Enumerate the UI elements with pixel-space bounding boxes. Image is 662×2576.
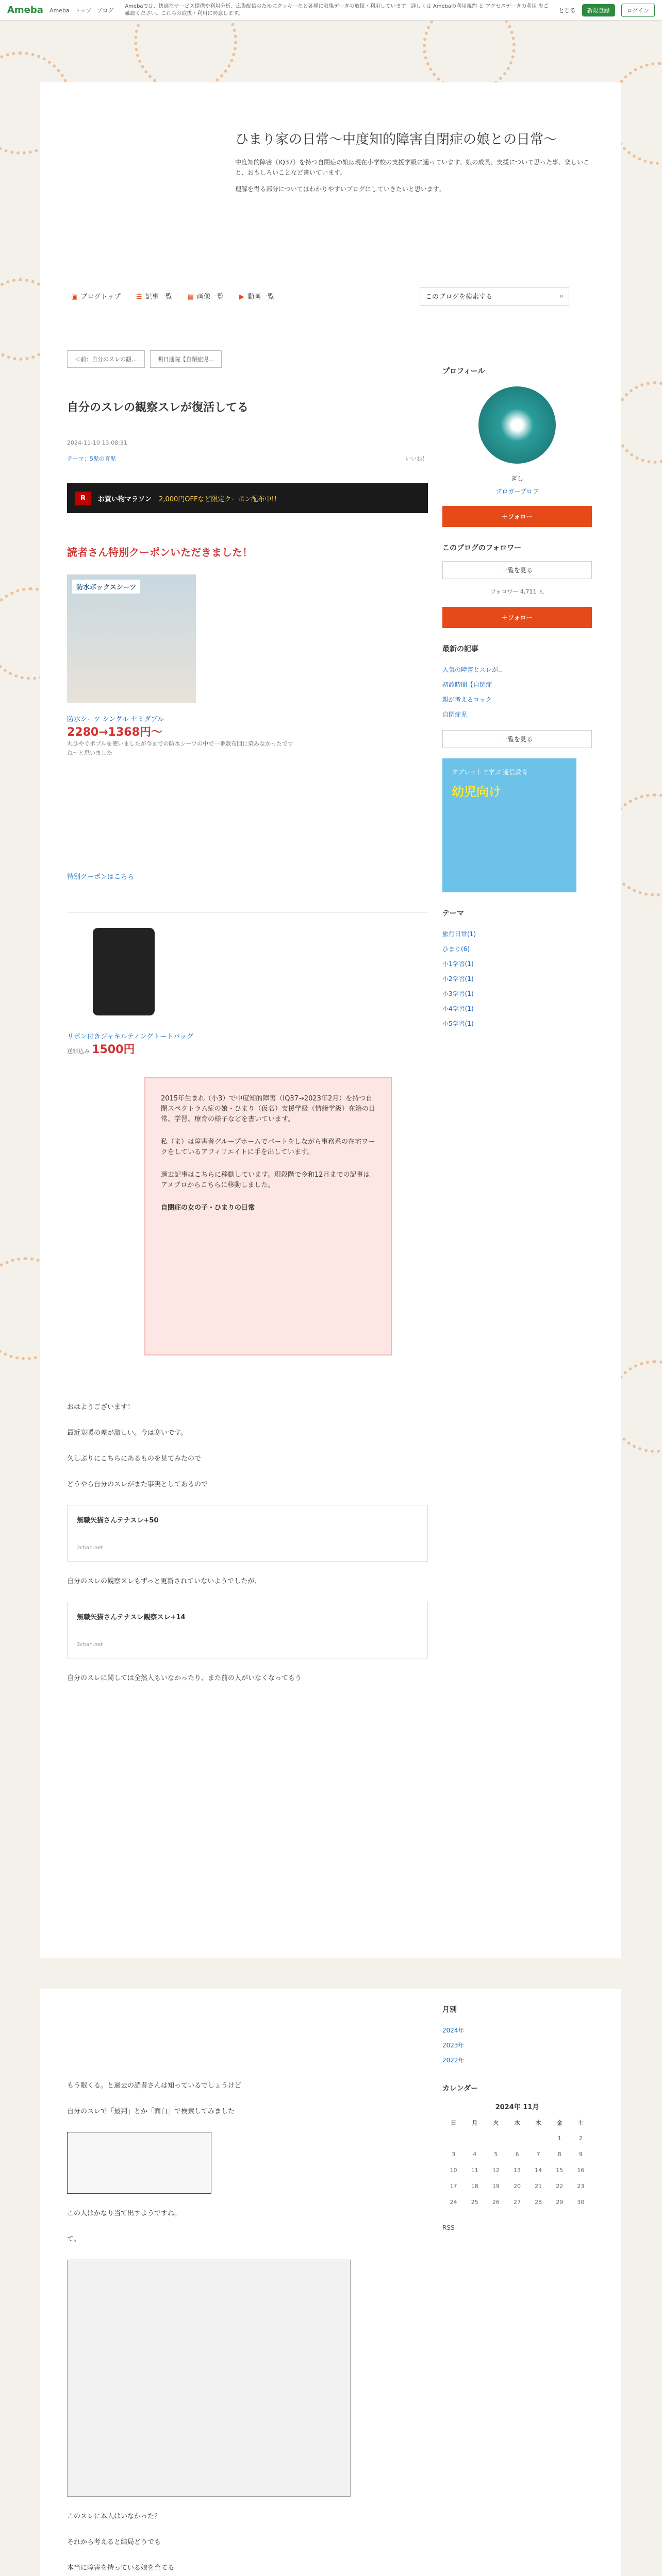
- blog-search-input[interactable]: このブログを検索する ⌕: [420, 287, 569, 306]
- blog-description-2: 理解を得る部分についてはわかりやすいブログにしていきたいと思います。: [235, 185, 445, 193]
- rakuten-banner[interactable]: R お買い物マラソン 2,000円OFFなど限定クーポン配布中!!: [67, 483, 428, 513]
- home-icon: ▣: [71, 293, 78, 301]
- coupon-link[interactable]: 特別クーポンはこちら: [67, 873, 135, 881]
- profile-heading: プロフィール: [442, 367, 485, 376]
- menu-blog-top[interactable]: ▣ ブログトップ: [71, 293, 121, 301]
- like-button[interactable]: いいね！: [405, 455, 428, 462]
- blog-menu: [40, 278, 621, 314]
- calendar-heading: カレンダー: [442, 2084, 478, 2093]
- paragraph: 最近寒暖の差が激しい。今は寒いです。: [67, 1429, 187, 1437]
- paragraph: 自分のスレの観察スレもずっと更新されていないようでしたが、: [67, 1578, 261, 1585]
- follow-button-2[interactable]: ＋フォロー: [442, 607, 592, 628]
- latest-item[interactable]: 自閉症児: [442, 711, 468, 718]
- avatar[interactable]: [478, 386, 556, 464]
- blog-frame: [40, 82, 621, 1958]
- blog-description: 中度知的障害（IQ37）を持つ自閉症の娘は現在小学校の支援学級に通っています。娘の成長、支援について思った事、楽しいこと、おもしろいことなど書いています。: [235, 159, 590, 176]
- latest-item[interactable]: 人気の障害とスレが..: [442, 666, 502, 673]
- product-image[interactable]: 防水ボックスシーツ: [67, 574, 196, 703]
- archive-item[interactable]: 2022年: [442, 2057, 465, 2064]
- paragraph: おはようございます！: [67, 1403, 135, 1411]
- archive-item[interactable]: 2024年: [442, 2027, 465, 2034]
- more-button[interactable]: 一覧を見る: [442, 561, 592, 579]
- paragraph: て。: [67, 2235, 80, 2243]
- theme-item[interactable]: 小1学習(1): [442, 960, 474, 968]
- blog-title[interactable]: ひまり家の日常〜中度知的障害自閉症の娘との日常〜: [235, 132, 557, 147]
- blog-frame-lower: [40, 1989, 621, 2576]
- latest-item[interactable]: 初診時間【自閉症: [442, 681, 492, 688]
- menu-articles[interactable]: ☰ 記事一覧: [136, 293, 172, 301]
- list-icon: ☰: [136, 293, 142, 301]
- bag-price: 1500円: [92, 1043, 135, 1056]
- bag-image[interactable]: [93, 928, 155, 1015]
- calendar-table: 日 月 火 水 木 金 土 1 2 3 4 5 6 7 8 9 10 11 12 13 14 15 16 17 18 19 20 21 22 23 24 25 26 27 28 29 30: [450, 2120, 585, 2206]
- signup-button[interactable]: 新規登録: [582, 4, 615, 16]
- bag-name[interactable]: リボン付きジャキルティングトートバッグ: [67, 1033, 194, 1041]
- paragraph: もう眠くる。と過去の読者さんは知っているでしょうけど: [67, 2082, 241, 2090]
- product-price: 2280→1368円〜: [67, 726, 162, 739]
- ameba-logo[interactable]: Ameba: [7, 5, 43, 15]
- nav-ameba[interactable]: Ameba: [49, 7, 70, 14]
- thread-screenshot: [67, 2260, 351, 2497]
- paragraph: どうやら自分のスレがまた事実としてあるので: [67, 1481, 208, 1488]
- next-post-link[interactable]: 明日通院【自閉症児...: [150, 350, 222, 368]
- latest-heading: 最新の記事: [442, 645, 478, 653]
- post-meta: [67, 439, 428, 446]
- paragraph: この人はかなり当て出すようですね。: [67, 2210, 181, 2217]
- sidebar: [442, 350, 592, 1031]
- paragraph: 久しぶりにこちらにあるものを見てみたので: [67, 1455, 202, 1463]
- post-date: 2024-11-10 13:08:31: [67, 439, 127, 446]
- paragraph: 本当に障害を持っている娘を育てる: [67, 2564, 175, 2572]
- theme-item[interactable]: 旅行日常(1): [442, 930, 476, 938]
- theme-item[interactable]: 小4学習(1): [442, 1005, 474, 1012]
- image-icon: ▤: [187, 293, 194, 301]
- paragraph: このスレに本人はいなかった？: [67, 2513, 161, 2520]
- login-button[interactable]: ログイン: [621, 4, 655, 17]
- top-bar: [0, 0, 662, 21]
- follow-button[interactable]: ＋フォロー: [442, 506, 592, 527]
- nav-blog[interactable]: ブログ: [96, 7, 114, 14]
- main-column: [67, 350, 428, 1699]
- theme-item[interactable]: 小3学習(1): [442, 990, 474, 997]
- post-continued: [67, 2066, 428, 2576]
- search-icon[interactable]: ⌕: [559, 292, 564, 300]
- sidebar-lower: [442, 1989, 592, 2234]
- cookie-notice: Amebaでは、快適なサービス提供や利用分析、広告配信のためにクッキーなど各種に収集データの取扱・利用しています。詳しくは Amebaの利用規約 と アクセスデータの利用 をご確認ください。これらの取扱・利用に同意します。: [125, 3, 549, 16]
- intro-note-box: 2015年生まれ（小3）で中度知的障害（IQ37→2023年2月）を持つ自閉スペクトラム症の娘・ひまり（仮名）支援学級（情緒学級）在籍の日常、学習、療育の様子などを書いています。 私（ま）は障害者グループホームでパートをしながら事務系の在宅ワークをしているアフィリエイトに手を出しています。 過去記事はこちらに移動しています。現段階で令和12月までの記事はアメブロからこちらに移動しました。 自閉症の女の子・ひまりの日常: [144, 1077, 392, 1355]
- link-card[interactable]: 無職矢猫さんテナスレ観察スレ+14 2chan.net: [67, 1602, 428, 1658]
- menu-videos[interactable]: ▶ 動画一覧: [239, 293, 274, 301]
- theme-item[interactable]: ひまり(6): [442, 945, 470, 953]
- paragraph: 自分のスレで「最判」とか「面白」で検索してみました: [67, 2108, 235, 2115]
- link-card[interactable]: 無職矢猫さんテナスレ+50 2chan.net: [67, 1505, 428, 1562]
- bag-tax: 送料込み: [67, 1048, 90, 1055]
- paragraph: それから考えると結局どうでも: [67, 2538, 161, 2546]
- theme-heading: テーマ: [442, 909, 464, 918]
- archive-heading: 月別: [442, 2006, 457, 2014]
- latest-item[interactable]: 親が考えるロック: [442, 696, 492, 703]
- nav-top[interactable]: トップ: [74, 7, 92, 14]
- rss-link[interactable]: RSS: [442, 2224, 455, 2231]
- post-title[interactable]: 自分のスレの観察スレが復活してる: [67, 401, 249, 414]
- follower-count: フォロワー 4,711 人: [490, 588, 544, 595]
- product-name[interactable]: 防水シーツ シングル セミダブル: [67, 716, 164, 723]
- cookie-close[interactable]: とじる: [558, 7, 576, 14]
- theme-item[interactable]: 小5学習(1): [442, 1020, 474, 1027]
- blog-header: [40, 82, 621, 278]
- profile-name[interactable]: ぎし: [510, 475, 523, 482]
- ad-banner[interactable]: タブレットで学ぶ 通信教育 幼児向け: [442, 758, 576, 892]
- paragraph: 自分のスレに関しては全然人もいなかったり、また前の人がいなくなってもう: [67, 1674, 302, 1682]
- more-button[interactable]: 一覧を見る: [442, 730, 592, 748]
- follower-heading: このブログのフォロワー: [442, 544, 522, 552]
- page-background: [0, 21, 662, 1958]
- coupon-heading: 読者さん特別クーポンいただきました！: [67, 546, 253, 558]
- menu-images[interactable]: ▤ 画像一覧: [187, 293, 224, 301]
- video-icon: ▶: [239, 293, 244, 301]
- blogger-profile-link[interactable]: ブロガープロフ: [495, 488, 539, 495]
- rakuten-logo: R: [75, 492, 91, 505]
- theme-item[interactable]: 小2学習(1): [442, 975, 474, 982]
- archive-item[interactable]: 2023年: [442, 2042, 465, 2049]
- top-nav: [49, 6, 119, 14]
- quoted-screenshot: [67, 2132, 211, 2194]
- post-theme[interactable]: テーマ：5児の育児: [67, 455, 116, 462]
- product-note: 丸ひやぐポブルを使いましたが今までの防水シーツの中で一番敷布団に染みなかったですね〜と思いました: [67, 740, 294, 756]
- calendar-month: 2024年 11月: [495, 2104, 539, 2111]
- prev-post-link[interactable]: ＜前：自分のスレの観...: [67, 350, 145, 368]
